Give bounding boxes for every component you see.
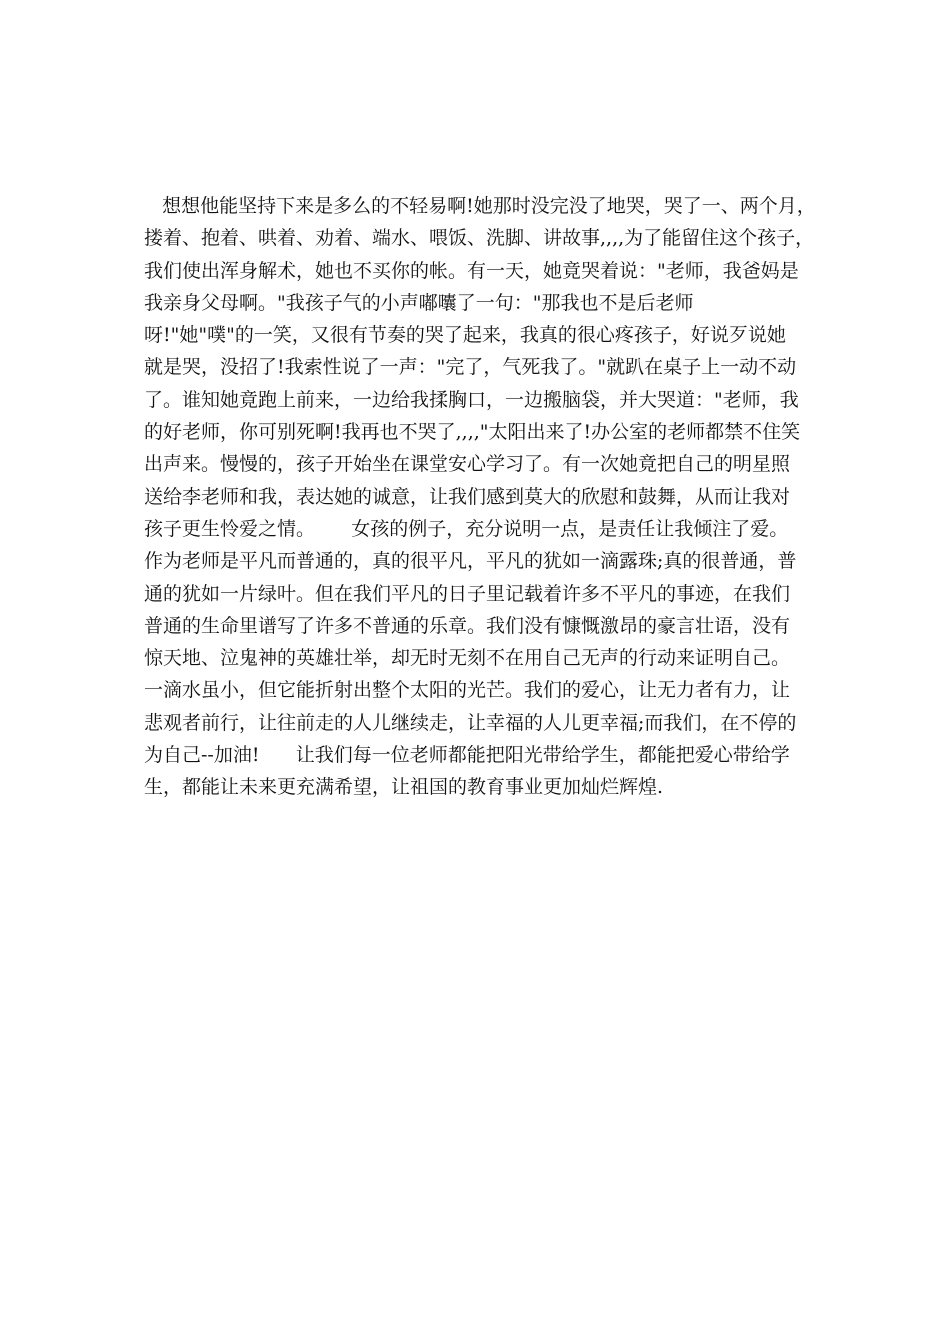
- text-line: 作为老师是平凡而普通的，真的很平凡，平凡的犹如一滴露珠;真的很普通，普: [144, 550, 797, 573]
- text-line: 了。谁知她竟跑上前来，一边给我揉胸口，一边搬脑袋，并大哭道："老师，我: [144, 388, 799, 411]
- text-line: 想想他能坚持下来是多么的不轻易啊!她那时没完没了地哭，哭了一、两个月，: [144, 195, 816, 217]
- text-line: 出声来。慢慢的，孩子开始坐在课堂安心学习了。有一次她竟把自己的明星照: [144, 453, 791, 476]
- text-line: 孩子更生怜爱之情。 女孩的例子，充分说明一点，是责任让我倾注了爱。: [144, 517, 789, 540]
- text-line: 送给李老师和我，表达她的诚意，让我们感到莫大的欣慰和鼓舞，从而让我对: [144, 485, 791, 508]
- text-line: 呀!"她"噗"的一笑，又很有节奏的哭了起来，我真的很心疼孩子，好说歹说她: [144, 324, 786, 347]
- text-line: 的好老师，你可别死啊!我再也不哭了,,,,"太阳出来了!办公室的老师都禁不住笑: [144, 421, 801, 444]
- text-line: 就是哭，没招了!我索性说了一声："完了，气死我了。"就趴在桌子上一动不动: [144, 356, 797, 379]
- text-line: 搂着、抱着、哄着、劝着、端水、喂饭、洗脚、讲故事,,,,为了能留住这个孩子，: [144, 227, 815, 250]
- text-line: 一滴水虽小，但它能折射出整个太阳的光芒。我们的爱心，让无力者有力，让: [144, 679, 791, 702]
- text-line: 生，都能让未来更充满希望，让祖国的教育事业更加灿烂辉煌.: [144, 776, 664, 799]
- text-line: 我们使出浑身解术，她也不买你的帐。有一天，她竟哭着说："老师，我爸妈是: [144, 259, 799, 282]
- text-line: 悲观者前行，让往前走的人儿继续走，让幸福的人儿更幸福;而我们，在不停的: [144, 711, 797, 734]
- text-line: 通的犹如一片绿叶。但在我们平凡的日子里记载着许多不平凡的事迹，在我们: [144, 582, 791, 605]
- text-line: 普通的生命里谱写了许多不普通的乐章。我们没有慷慨激昂的豪言壮语，没有: [144, 614, 791, 637]
- text-line: 我亲身父母啊。"我孩子气的小声嘟囔了一句："那我也不是后老师: [144, 291, 694, 314]
- text-line: 惊天地、泣鬼神的英雄壮举，却无时无刻不在用自己无声的行动来证明自己。: [144, 647, 791, 670]
- body-text: [144, 190, 844, 804]
- text-line: 为自己--加油! 让我们每一位老师都能把阳光带给学生，都能把爱心带给学: [144, 744, 790, 767]
